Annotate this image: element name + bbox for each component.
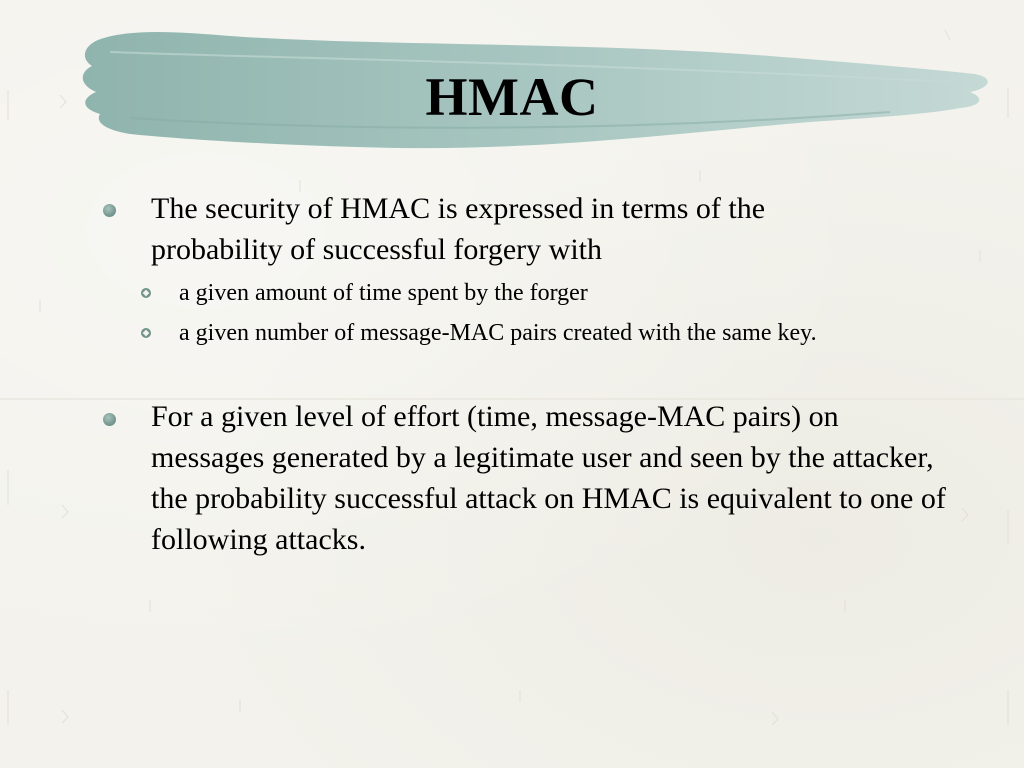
sub-bullet-diamond-icon [140, 287, 152, 299]
bullet-dot-icon [103, 204, 116, 217]
bullet-dot-icon [103, 413, 116, 426]
sub-bullet-2-text: a given number of message-MAC pairs created with the same key. [179, 320, 817, 346]
sub-bullet-1-text: a given amount of time spent by the forger [179, 280, 588, 306]
slide-title: HMAC [425, 67, 599, 127]
bullet-1-text: The security of HMAC is expressed in terms of the probability of successful forgery with [151, 192, 766, 266]
sub-bullet-diamond-icon [140, 327, 152, 339]
bullet-2-text: For a given level of effort (time, message-MAC pairs) on messages generated by a legitimate user and seen by the attacker, the probability successful attack on HMAC is equivalent to one of following attacks. [151, 400, 946, 556]
